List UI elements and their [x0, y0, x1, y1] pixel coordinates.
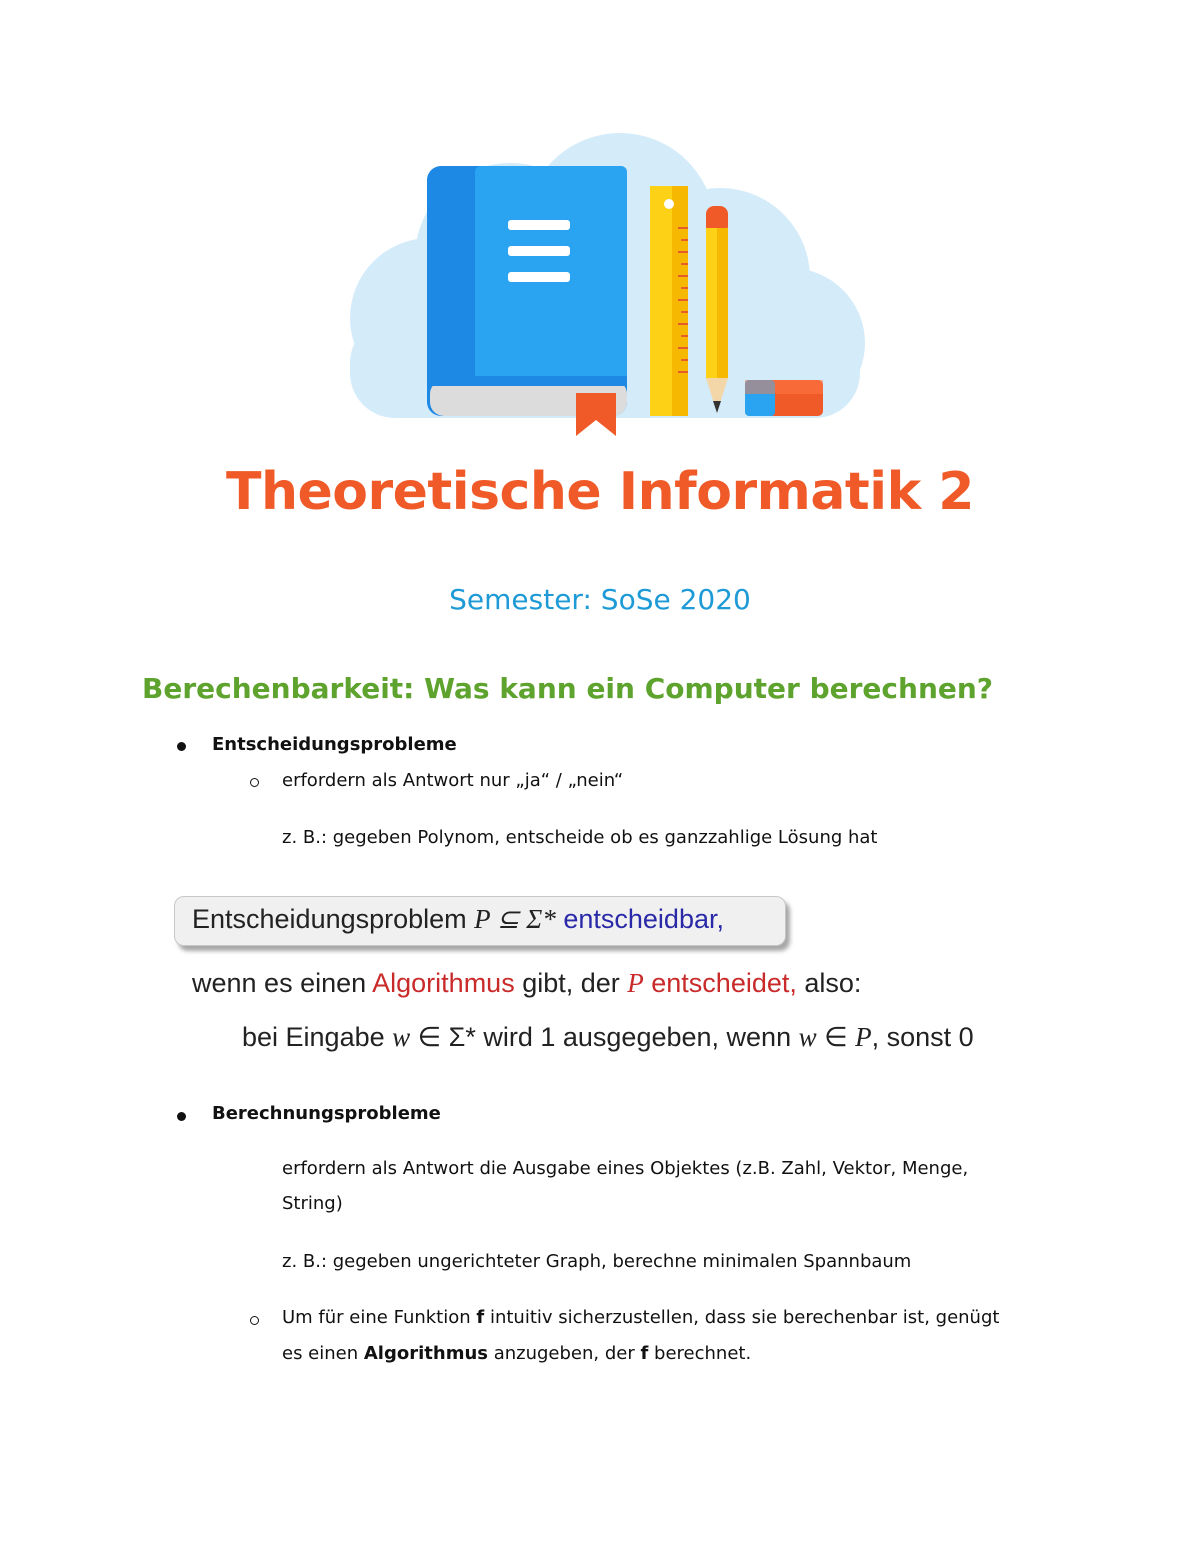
book-illustration-icon	[320, 128, 880, 448]
bullet-ring-icon	[250, 1316, 259, 1325]
definition-box-text: Entscheidungsproblem P ⊆ Σ* entscheidbar,	[192, 904, 724, 934]
list-item-berechnungsprobleme: Berechnungsprobleme	[212, 1103, 441, 1124]
eraser-icon	[745, 380, 823, 416]
book-icon	[427, 166, 627, 436]
document-title: Theoretische Informatik 2	[226, 462, 974, 522]
bullet-dot-icon	[177, 1112, 186, 1121]
pencil-icon	[706, 206, 728, 413]
berechnung-description-line-1: erfordern als Antwort die Ausgabe eines Objektes (z.B. Zahl, Vektor, Menge,	[282, 1158, 969, 1179]
berechnung-description-line-2: String)	[282, 1193, 343, 1214]
ruler-icon	[650, 186, 688, 416]
list-item-entscheidungsprobleme: Entscheidungsprobleme	[212, 734, 457, 755]
definition-line-3: bei Eingabe w ∈ Σ* wird 1 ausgegeben, wenn w ∈ P, sonst 0	[242, 1022, 974, 1052]
berechnung-example: z. B.: gegeben ungerichteter Graph, berechne minimalen Spannbaum	[282, 1251, 912, 1272]
semester-label: Semester: SoSe 2020	[449, 583, 751, 616]
entscheidung-description: erfordern als Antwort nur „ja“ / „nein“	[282, 770, 624, 791]
berechenbar-note-line-1: Um für eine Funktion f intuitiv sicherzustellen, dass sie berechenbar ist, genügt	[282, 1307, 1000, 1328]
entscheidung-example: z. B.: gegeben Polynom, entscheide ob es ganzzahlige Lösung hat	[282, 827, 878, 848]
berechenbar-note-line-2: es einen Algorithmus anzugeben, der f berechnet.	[282, 1343, 752, 1364]
section-heading: Berechenbarkeit: Was kann ein Computer berechnen?	[142, 672, 994, 705]
bullet-ring-icon	[250, 778, 259, 787]
bullet-dot-icon	[177, 742, 186, 751]
definition-line-2: wenn es einen Algorithmus gibt, der P entscheidet, also:	[192, 968, 862, 998]
